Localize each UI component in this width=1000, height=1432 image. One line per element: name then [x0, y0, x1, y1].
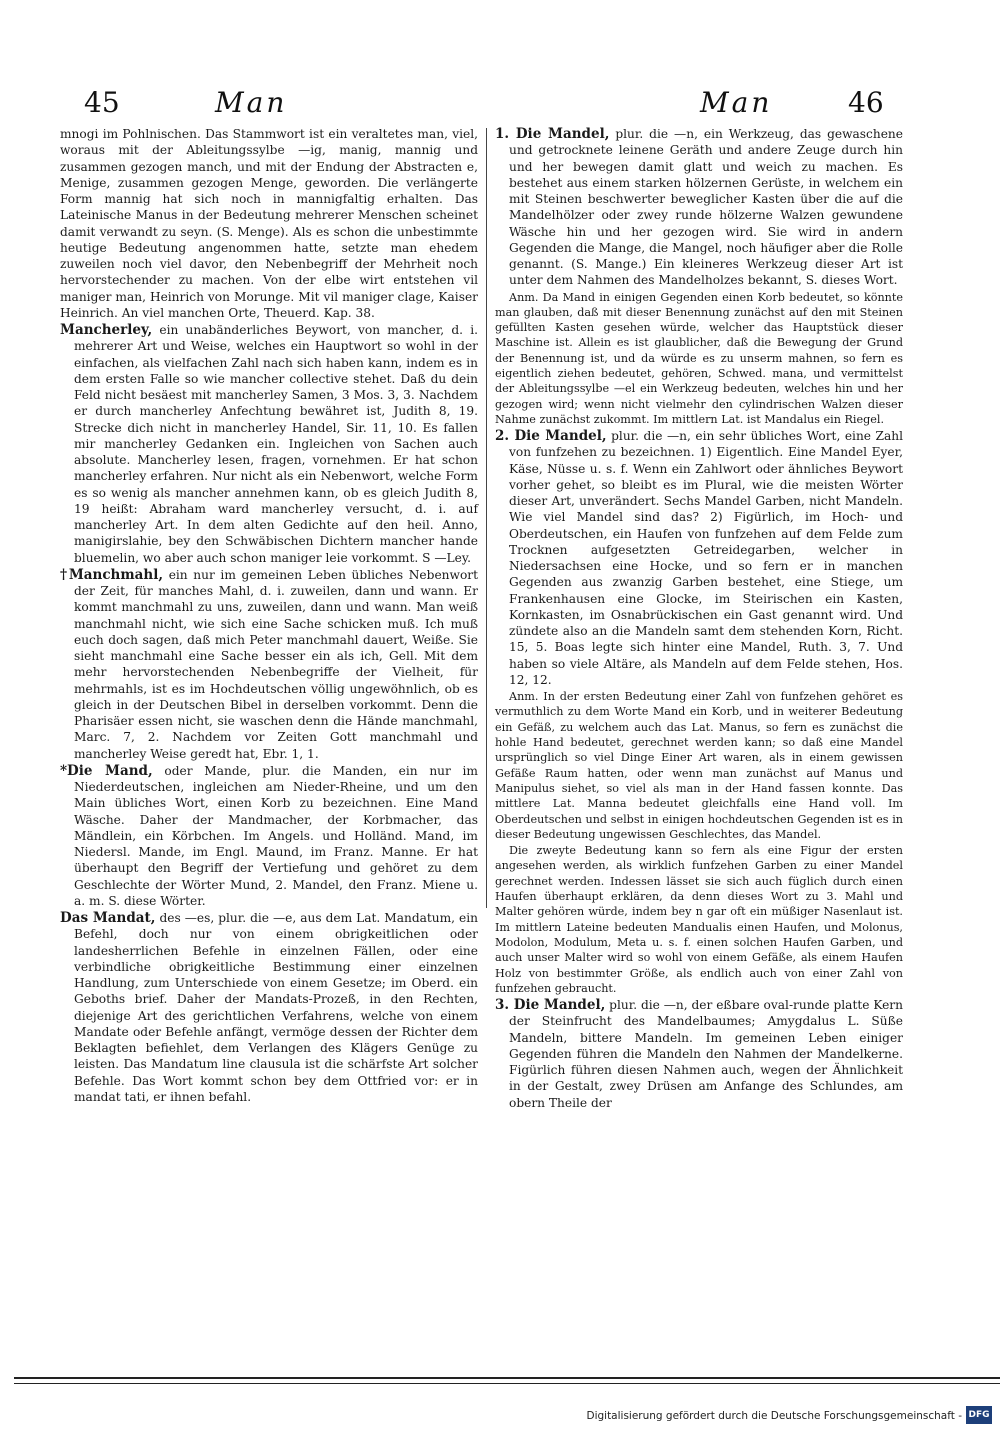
column-divider — [486, 128, 487, 908]
entry-body: ein nur im gemeinen Leben übliches Nebenwort der Zeit, für manches Mahl, d. i. zuweilen, dann und wann. Er kommt manchmahl zu uns, zuweilen, dann und wann. Man weiß manchmahl nicht, wie sich eine Sache schicken muß. Ich muß euch doch sagen, daß mich Peter manchmahl dauert, Weiße. Sie sieht manchmahl eine Sache besser ein als ich, Gell. Mit dem mehr hervorstechenden Nebenbegriffe der Vielheit, für mehrmahls, ist es im Hochdeutschen völlig ungewöhnlich, ob es gleich in der Deutschen Bibel in derselben vorkommt. Denn die Pharisäer essen nicht, sie waschen denn die Hände manchmahl, Marc. 7, 2. Nachdem vor Zeiten Gott manchmahl und mancherley Weise geredt hat, Ebr. 1, 1. — [74, 567, 479, 761]
entry-lemma: 1. Die Mandel, — [495, 126, 610, 142]
dictionary-entry — [60, 910, 478, 1105]
left-page-number: 45 — [84, 86, 120, 119]
left-column — [60, 126, 479, 1104]
entry-body: oder Mande, plur. die Manden, ein nur im Niederdeutschen, ingleichen am Nieder-Rheine, und um den Main übliches Wort, einen Korb zu bezeichnen. Eine Mand Wäsche. Daher der Mandmacher, der Korbmacher, das Mändlein, ein Körbchen. Im Angels. und Holländ. Mand, im Niedersl. Mande, im Engl. Maund, im Franz. Manne. Er hat überhaupt den Begriff der Vertiefung und gehöret zu dem Geschlechte der Wörter Mund, 2. Mandel, den Franz. Miene u. a. m. S. diese Wörter. — [74, 763, 478, 908]
entry-continuation: mnogi im Pohlnischen. Das Stammwort ist ein veraltetes man, viel, woraus mit der Ableitungssylbe —ig, manig, mannig und zusammen gezogen manch, und mit der Endung der Abstracten e, Menige, zusammen gezogen Menge, geworden. Die verlängerte Form mannig hat sich noch in mannigfaltig erhalten. Das Lateinische Manus in der Bedeutung mehrerer Menschen scheinet damit verwandt zu seyn. (S. Menge). Als es schon die unbestimmte heutige Bedeutung angenommen hatte, setzte man ehedem zuweilen noch viel davor, den Nebenbegriff der Mehrheit noch hervorstechender zu machen. Von der elbe wirt entstehen vil maniger man, Heinrich von Morunge. Mit vil maniger clage, Kaiser Heinrich. An viel manchen Orte, Theuerd. Kap. 38. — [60, 127, 478, 320]
dictionary-entry — [60, 567, 478, 762]
dictionary-entry — [495, 997, 903, 1111]
entry-lemma: 3. Die Mandel, — [495, 997, 606, 1014]
digitization-credit: Digitalisierung gefördert durch die Deutsche Forschungsgemeinschaft - — [586, 1410, 962, 1422]
dictionary-entry — [495, 126, 903, 289]
right-page-number: 46 — [848, 86, 884, 119]
entry-lemma: *Die Mand, — [60, 762, 153, 779]
entry-lemma: †Manchmahl, — [60, 566, 164, 583]
entry-lemma: Das Mandat, — [60, 910, 156, 926]
annotation-paragraph: Anm. In der ersten Bedeutung einer Zahl von funfzehen gehöret es vermuthlich zu dem Worte Mand ein Korb, und in weiterer Bedeutung ein Gefäß, zu welchem auch das Lat. Manus, so fern es zunächst die hohle Hand bedeutet, gerechnet werden kann; so daß eine Mandel ursprünglich so viel Dinge Einer Art waren, als in einem gewissen Gefäße Raum hatten, oder wenn man zunächst auf Manus und Manipulus siehet, so viel als man in der Hand fassen konnte. Das mittlere Lat. Manna bedeutet gleichfalls eine Hand voll. Im Oberdeutschen und selbst in einigen hochdeutschen Gegenden ist es in dieser Bedeutung ungewissen Geschlechtes, das Mandel. — [495, 690, 903, 841]
entry-body: plur. die —n, der eßbare oval-runde platte Kern der Steinfrucht des Mandelbaumes; Amygdalus L. Süße Mandeln, bittere Mandeln. Im gemeinen Leben einiger Gegenden führen die Mandeln den Nahmen der Mandelkerne. Figürlich führen diesen Nahmen auch, wegen der Ähnlichkeit in der Gestalt, zwey Drüsen am Anfange des Schlundes, am obern Theile der — [509, 998, 903, 1110]
dictionary-entry — [495, 428, 903, 688]
annotation-paragraph: Anm. Da Mand in einigen Gegenden einen Korb bedeutet, so könnte man glauben, daß mit dieser Benennung zunächst auf den mit Steinen gefüllten Kasten gesehen würde, welcher das Hauptstück dieser Maschine ist. Allein es ist glaublicher, daß die Bewegung der Grund der Benennung ist, und da würde es zu unserm mahnen, so fern es eigentlich ziehen bedeutet, gehören, Schwed. mana, und vermittelst der Ableitungssylbe —el ein Werkzeug bedeuten, welches hin und her gezogen wird; wenn nicht vielmehr den cylindrischen Walzen dieser Nahme zunächst zukommt. Im mittlern Lat. ist Mandalus ein Riegel. — [495, 290, 903, 426]
entry-lemma: Mancherley, — [60, 322, 153, 338]
bottom-rule-thin — [14, 1383, 1000, 1384]
entry-body: plur. die —n, ein Werkzeug, das gewaschene und getrocknete leinene Geräth und andere Zeuge durch hin und her bewegen damit glatt und weich zu machen. Es bestehet aus einem starken hölzernen Gerüste, in welchem ein mit Steinen beschwerter beweglicher Kasten über die auf die Mandelhölzer oder zwey runde hölzerne Walzen gewundene Wäsche hin und her gezogen wird. Sie wird in andern Gegenden die Mange, die Mangel, noch häufiger aber die Rolle genannt. (S. Mange.) Ein kleineres Werkzeug dieser Art ist unter dem Nahmen des Mandelholzes bekannt, S. dieses Wort. — [509, 127, 903, 288]
dfg-logo: DFG — [966, 1406, 992, 1424]
entry-body: plur. die —n, ein sehr übliches Wort, eine Zahl von funfzehen zu bezeichnen. 1) Eigentlich. Eine Mandel Eyer, Käse, Nüsse u. s. f. Wenn ein Zahlwort oder ähnliches Beywort vorher gehet, so bleibt es im Plural, wie die meisten Wörter dieser Art, unverändert. Sechs Mandel Garben, nicht Mandeln. Wie viel Mandel sind das? 2) Figürlich, im Hoch- und Oberdeutschen, ein Haufen von funfzehen auf dem Felde zum Trocknen aufgesetzten Getreidegarben, welcher in Niedersachsen eine Hocke, und so fern er in manchen Gegenden aus zwanzig Garben bestehet, eine Stiege, um Frankenhausen eine Glocke, im Steirischen ein Kasten, Kornkasten, im Osnabrückischen ein Gast genannt wird. Und zündete also an die Mandeln samt dem stehenden Korn, Richt. 15, 5. Boas legte sich hinter eine Mandel, Ruth. 3, 7. Und haben so viele Altäre, als Mandeln auf dem Felde stehen, Hos. 12, 12. — [509, 429, 904, 687]
bottom-rule — [14, 1377, 1000, 1379]
right-column — [495, 126, 903, 1156]
entry-lemma: 2. Die Mandel, — [495, 428, 607, 445]
dictionary-entry — [60, 322, 478, 566]
annotation-paragraph: Die zweyte Bedeutung kann so fern als eine Figur der ersten angesehen werden, als wirklich funfzehen Garben zu einer Mandel gerechnet werden. Indessen lässet sie sich auch füglich durch einen Haufen überhaupt erklären, da denn dieses Wort zu 3. Mahl und Malter gehören würde, indem bey n gar oft ein müßiger Nasenlaut ist. Im mittlern Lateine bedeuten Mandualis einen Haufen, und Molonus, Modolon, Modulum, Meta u. s. f. einen solchen Haufen Garben, und auch unser Malter wird so wohl von einem Gefäße, als einem Haufen Holz von bestimmter Größe, als endlich auch von einer Zahl von funfzehen gebraucht. — [495, 844, 903, 995]
right-running-headword: Man — [700, 86, 773, 119]
left-running-headword: Man — [215, 86, 288, 119]
dictionary-entry — [60, 763, 478, 909]
entry-body: des —es, plur. die —e, aus dem Lat. Mandatum, ein Befehl, doch nur von einem obrigkeitlichen oder landesherrlichen Befehle in einzelnen Fällen, oder eine verbindliche obrigkeitliche Bestimmung einer einzelnen Handlung, zum Unterschiede von einem Gesetze; im Oberd. ein Geboths brief. Daher der Mandats-Prozeß, in den Rechten, diejenige Art des gerichtlichen Verfahrens, welche von einem Mandate oder Befehle anfängt, vermöge dessen der Richter dem Beklagten befiehlet, dem Verlangen des Klägers Genüge zu leisten. Das Mandatum line clausula ist die schärfste Art solcher Befehle. Das Wort kommt schon bey dem Ottfried vor: er in mandat tati, er ihnen befahl. — [74, 911, 478, 1104]
entry-body: ein unabänderliches Beywort, von mancher, d. i. mehrerer Art und Weise, welches ein Hauptwort so wohl in der einfachen, als vielfachen Zahl nach sich haben kann, indem es in dem ersten Falle so wie mancher collective stehet. Daß du dein Feld nicht besäest mit mancherley Samen, 3 Mos. 3, 3. Nachdem er durch mancherley Anfechtung bewähret ist, Judith 8, 19. Strecke dich nicht in mancherley Handel, Sir. 11, 10. Es fallen mir mancherley Gedanken ein. Ingleichen von Sachen auch absolute. Mancherley lesen, fragen, vornehmen. Er hat schon mancherley erfahren. Nur nicht als ein Nebenwort, welche Form es so wenig als mancher annehmen kann, ob es gleich Judith 8, 19 heißt: Abraham ward mancherley versucht, d. i. auf mancherley Art. In dem alten Gedichte auf den heil. Anno, manigirslahie, bey den Schwäbischen Dichtern mancher hande bluemelin, wo aber auch schon maniger leie vorkommt. S —Ley. — [74, 323, 478, 565]
